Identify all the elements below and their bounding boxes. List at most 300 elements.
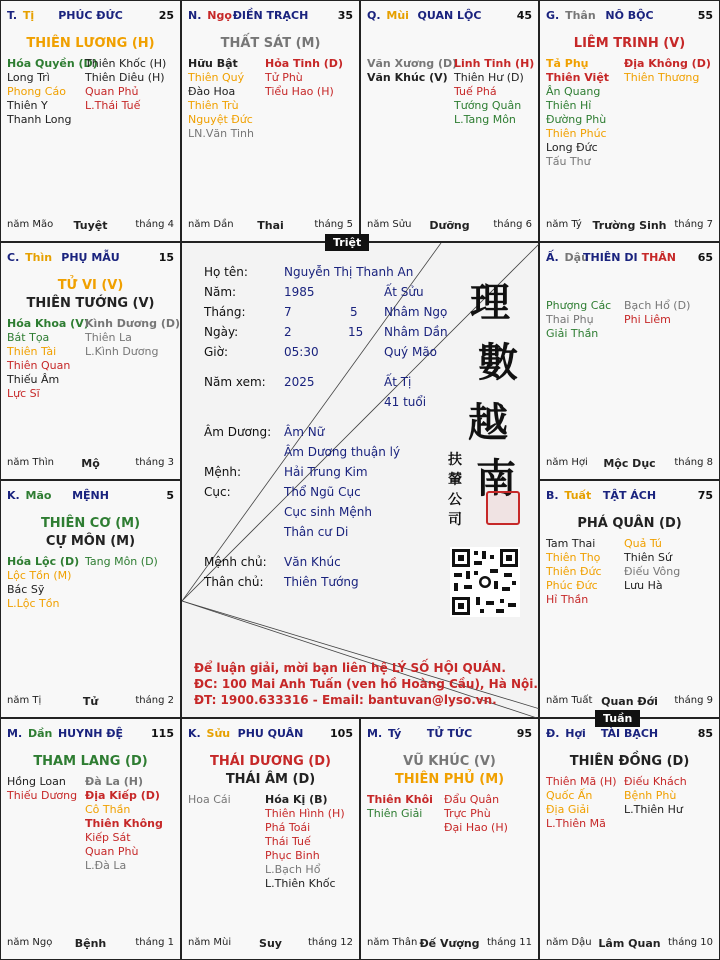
palace-name (603, 489, 656, 502)
main-star: TỬ VI (V) (57, 278, 124, 293)
yin-yang-label: Âm Dương: (204, 425, 272, 439)
minor-star: Thiên Trù (188, 99, 239, 112)
minor-star: L.Lộc Tồn (7, 597, 60, 610)
minor-stars-left (546, 775, 617, 831)
palace-month: tháng 5 (314, 219, 353, 230)
minor-stars-left (546, 299, 611, 341)
main-star: THẤT SÁT (M) (220, 36, 321, 51)
minor-star: Quả Tú (624, 537, 662, 550)
minor-star: Thiên Giải (367, 807, 423, 820)
palace-footer (367, 937, 532, 951)
view-year-label: Năm xem: (204, 375, 266, 389)
minor-star: Thiên Quan (7, 359, 71, 372)
palace-stem: N. (188, 9, 202, 22)
minor-star: Đào Hoa (188, 85, 236, 98)
seal-stamp-icon (486, 491, 520, 525)
palace-stem: K. (188, 727, 201, 740)
minor-star: Thiên La (85, 331, 132, 344)
palace-branch: Thân (565, 9, 596, 22)
palace-header (188, 727, 353, 743)
palace-stage: Dưỡng (429, 219, 470, 232)
minor-star: Nguyệt Đức (188, 113, 253, 126)
palace-stem: Ấ. (546, 251, 559, 264)
main-stars (544, 35, 715, 53)
palace-footer (188, 937, 353, 951)
main-star: THÁI DƯƠNG (D) (210, 754, 331, 769)
palace-year: năm Tý (546, 219, 582, 230)
palace-year: năm Ngọ (7, 937, 53, 948)
minor-stars-right (454, 57, 534, 127)
palace-year: năm Tị (7, 695, 42, 706)
year-value: 1985 (284, 285, 315, 299)
palace-year: năm Mão (7, 219, 54, 230)
palace-stem: M. (7, 727, 23, 740)
palace-month: tháng 2 (135, 695, 174, 706)
palace-name-text: MỆNH (72, 489, 109, 502)
palace-age-number: 25 (158, 9, 174, 22)
minor-star: Giải Thần (546, 327, 599, 340)
palace-age-number: 45 (516, 9, 532, 22)
minor-star: Thái Tuế (265, 835, 311, 848)
minor-star: Tấu Thư (546, 155, 591, 168)
hour-lunar: Quý Mão (384, 345, 438, 359)
palace-stem: K. (7, 489, 20, 502)
palace-footer (188, 219, 353, 233)
palace-stage: Tử (82, 695, 99, 708)
yin-yang-value: Âm Nữ (284, 425, 325, 439)
minor-star: Đường Phù (546, 113, 607, 126)
palace-header (7, 489, 174, 505)
palace-age-number: 115 (151, 727, 174, 740)
palace-cell-dau[interactable] (539, 242, 720, 480)
minor-star: Thiên Khốc (H) (85, 57, 167, 70)
minor-star: Văn Xương (D) (367, 57, 458, 70)
palace-stage: Bệnh (74, 937, 107, 950)
palace-header (188, 9, 353, 25)
minor-star: L.Thiên Hư (624, 803, 683, 816)
main-star: THAM LANG (D) (33, 754, 148, 769)
calligraphy-char-3: 越 (468, 399, 508, 446)
palace-stem: M. (367, 727, 383, 740)
main-star: THIÊN TƯỚNG (V) (26, 296, 155, 311)
minor-star: Quốc Ấn (546, 789, 593, 802)
palace-stem: Q. (367, 9, 381, 22)
minor-stars-left (7, 555, 79, 611)
minor-stars-left (188, 57, 254, 141)
minor-star: Lộc Tồn (M) (7, 569, 72, 582)
minor-star: Thiên Hỉ (546, 99, 592, 112)
palace-header (7, 251, 174, 267)
palace-cell-mui[interactable] (360, 0, 539, 242)
day-label: Ngày: (204, 325, 239, 339)
palace-header (546, 9, 713, 25)
palace-year: năm Dậu (546, 937, 592, 948)
palace-cell-thin[interactable] (0, 242, 181, 480)
palace-stage: Tuyệt (73, 219, 108, 232)
small-char-4: 司 (448, 512, 462, 528)
palace-branch: Dần (27, 727, 53, 740)
palace-cell-hoi[interactable] (539, 718, 720, 960)
minor-star: Tuế Phá (454, 85, 497, 98)
palace-cell-tuat[interactable] (539, 480, 720, 718)
minor-star: Hóa Lộc (D) (7, 555, 80, 568)
minor-star: Linh Tinh (H) (454, 57, 535, 70)
palace-name-text: PHÚC ĐỨC (58, 9, 123, 22)
minor-star: Bạch Hổ (D) (624, 299, 691, 312)
main-stars (5, 753, 176, 771)
palace-age-number: 95 (516, 727, 532, 740)
palace-name (58, 9, 123, 22)
destiny-lord-label: Mệnh chủ: (204, 555, 267, 569)
palace-month: tháng 11 (487, 937, 532, 948)
main-stars (186, 35, 355, 53)
minor-star: Hỉ Thần (546, 593, 589, 606)
minor-star: Kiếp Sát (85, 831, 131, 844)
small-char-1: 扶 (448, 452, 462, 468)
day-lunar-num: 15 (348, 325, 364, 339)
palace-branch: Mùi (386, 9, 409, 22)
minor-star: Bệnh Phù (624, 789, 677, 802)
small-char-2: 輦 (448, 472, 462, 488)
palace-header (546, 489, 713, 505)
minor-star: Kình Dương (D) (85, 317, 181, 330)
view-year-lunar: Ất Tị (384, 375, 412, 389)
month-label: Tháng: (204, 305, 246, 319)
palace-month: tháng 4 (135, 219, 174, 230)
minor-stars-right (624, 775, 687, 817)
minor-star: Hóa Quyền (D) (7, 57, 98, 70)
palace-header (546, 727, 713, 743)
center-info-panel (181, 242, 539, 718)
palace-age-number: 75 (697, 489, 713, 502)
minor-star: Địa Giải (546, 803, 590, 816)
palace-branch: Sửu (206, 727, 231, 740)
minor-star: Hóa Khoa (V) (7, 317, 89, 330)
palace-stage: Mộc Dục (603, 457, 656, 470)
palace-name (583, 251, 676, 264)
minor-star: L.Đà La (85, 859, 127, 872)
hour-value: 05:30 (284, 345, 319, 359)
palace-header (546, 251, 713, 267)
palace-year: năm Mùi (188, 937, 232, 948)
palace-age-number: 55 (697, 9, 713, 22)
palace-name-text: ĐIỀN TRẠCH (232, 9, 309, 22)
minor-stars-left (367, 793, 433, 821)
palace-footer (7, 457, 174, 471)
minor-star: Tiểu Hao (H) (265, 85, 334, 98)
palace-stem: G. (546, 9, 560, 22)
palace-branch: Tý (387, 727, 402, 740)
palace-footer (546, 219, 713, 233)
minor-stars-right (85, 317, 180, 359)
main-star: THIÊN LƯƠNG (H) (26, 36, 155, 51)
minor-stars-right (85, 775, 163, 873)
main-star: THIÊN ĐỒNG (D) (569, 754, 690, 769)
minor-star: Phá Toái (265, 821, 311, 834)
minor-star: LN.Văn Tinh (188, 127, 254, 140)
palace-name-text: QUAN LỘC (417, 9, 482, 22)
minor-stars-right (624, 537, 680, 593)
palace-year: năm Thân (367, 937, 418, 948)
main-stars (365, 753, 534, 789)
palace-cell-dan[interactable] (0, 718, 181, 960)
minor-star: Địa Kiếp (D) (85, 789, 160, 802)
palace-name (418, 9, 482, 22)
minor-star: L.Thái Tuế (85, 99, 141, 112)
palace-name-text: TỬ TỨC (426, 727, 473, 740)
minor-star: Thiên Y (7, 99, 48, 112)
minor-star: Hóa Kị (B) (265, 793, 328, 806)
palace-stage: Lâm Quan (598, 937, 661, 950)
minor-star: Thiên Không (85, 817, 163, 830)
minor-star: Hữu Bật (188, 57, 238, 70)
minor-stars-left (546, 57, 609, 169)
palace-branch: Dậu (564, 251, 589, 264)
calligraphy-char-4: 南 (476, 455, 516, 502)
year-label: Năm: (204, 285, 237, 299)
element-note: Cục sinh Mệnh (284, 505, 372, 519)
palace-age-number: 15 (158, 251, 174, 264)
contact-line-1: Để luận giải, mời bạn liên hệ LÝ SỐ HỘI QUÁN. (194, 661, 506, 675)
element-label: Cục: (204, 485, 231, 499)
palace-stage: Suy (259, 937, 282, 950)
minor-star: Tang Môn (D) (85, 555, 158, 568)
minor-star: L.Thiên Khốc (265, 877, 336, 890)
palace-stage: Quan Đới (601, 695, 658, 708)
minor-star: Thiên Đức (546, 565, 602, 578)
minor-star: Văn Khúc (V) (367, 71, 448, 84)
palace-name (238, 727, 304, 740)
than-marker: THÂN (641, 251, 677, 264)
minor-star: Phong Cáo (7, 85, 66, 98)
palace-name-text: THIÊN DI (582, 251, 638, 264)
palace-month: tháng 6 (493, 219, 532, 230)
palace-month: tháng 8 (674, 457, 713, 468)
palace-month: tháng 3 (135, 457, 174, 468)
palace-name (427, 727, 472, 740)
palace-cell-suu[interactable] (181, 718, 360, 960)
minor-stars-left (7, 775, 77, 803)
minor-star: Phi Liêm (624, 313, 671, 326)
age-value: 41 tuổi (384, 395, 427, 409)
destiny-label: Mệnh: (204, 465, 241, 479)
minor-star: Hỏa Tinh (D) (265, 57, 343, 70)
palace-stage: Thai (257, 219, 284, 232)
minor-star: Đà La (H) (85, 775, 143, 788)
palace-age-number: 105 (330, 727, 353, 740)
minor-star: Phúc Đức (546, 579, 598, 592)
year-lunar: Ất Sửu (384, 285, 424, 299)
palace-branch: Thìn (25, 251, 53, 264)
palace-name-text: NÔ BỘC (605, 9, 654, 22)
day-lunar: Nhâm Dần (384, 325, 448, 339)
main-star: LIÊM TRINH (V) (573, 36, 686, 51)
minor-star: Hồng Loan (7, 775, 66, 788)
palace-name-text: HUYNH ĐỆ (57, 727, 124, 740)
palace-branch: Tị (22, 9, 35, 22)
palace-year: năm Thìn (7, 457, 54, 468)
minor-stars-right (624, 299, 690, 327)
destiny-value: Hải Trung Kim (284, 465, 368, 479)
palace-month: tháng 10 (668, 937, 713, 948)
palace-stage: Trường Sinh (592, 219, 667, 232)
palace-header (367, 727, 532, 743)
body-lord-value: Thiên Tướng (284, 575, 359, 589)
main-stars (5, 277, 176, 313)
month-lunar-num: 5 (350, 305, 358, 319)
minor-star: Phượng Các (546, 299, 612, 312)
main-stars (5, 35, 176, 53)
minor-star: Thiên Hư (D) (454, 71, 524, 84)
main-stars (5, 515, 176, 551)
minor-star: Tam Thai (546, 537, 596, 550)
triet-tag: Triệt (325, 234, 369, 251)
minor-stars-left (188, 793, 231, 807)
minor-star: Địa Không (D) (624, 57, 711, 70)
main-stars (544, 515, 715, 533)
minor-star: Thai Phụ (546, 313, 594, 326)
palace-name-text: TẬT ÁCH (602, 489, 657, 502)
minor-star: Thiên Khôi (367, 793, 433, 806)
minor-star: Thiên Mã (H) (546, 775, 617, 788)
minor-star: Ân Quang (546, 85, 601, 98)
palace-month: tháng 9 (674, 695, 713, 706)
palace-name (233, 9, 309, 22)
minor-star: L.Tang Môn (454, 113, 516, 126)
palace-cell-ty2[interactable] (360, 718, 539, 960)
element-value: Thổ Ngũ Cục (284, 485, 361, 499)
minor-star: Thiên Tài (7, 345, 57, 358)
minor-star: Tả Phụ (546, 57, 589, 70)
palace-branch: Tuất (564, 489, 592, 502)
main-star: THIÊN PHỦ (M) (394, 772, 505, 787)
minor-star: Đại Hao (H) (444, 821, 508, 834)
minor-stars-right (85, 555, 158, 569)
palace-cell-ngo[interactable] (181, 0, 360, 242)
palace-cell-ty[interactable] (0, 0, 181, 242)
minor-star: Đẩu Quân (444, 793, 500, 806)
palace-branch: Ngọ (207, 9, 232, 22)
palace-cell-mao[interactable] (0, 480, 181, 718)
palace-year: năm Dần (188, 219, 234, 230)
minor-star: Long Đức (546, 141, 598, 154)
minor-star: L.Bạch Hổ (265, 863, 321, 876)
tuan-tag: Tuần (595, 710, 640, 727)
main-stars (186, 753, 355, 789)
destiny-lord-value: Văn Khúc (284, 555, 341, 569)
minor-stars-right (444, 793, 508, 835)
palace-stem: B. (546, 489, 559, 502)
palace-header (367, 9, 532, 25)
palace-header (7, 727, 174, 743)
minor-star: L.Thiên Mã (546, 817, 606, 830)
palace-branch: Mão (25, 489, 52, 502)
palace-stage: Đế Vượng (419, 937, 480, 950)
name-label: Họ tên: (204, 265, 248, 279)
name-value: Nguyễn Thị Thanh An (284, 265, 414, 279)
palace-month: tháng 1 (135, 937, 174, 948)
minor-star: Phục Binh (265, 849, 320, 862)
day-value: 2 (284, 325, 292, 339)
palace-year: năm Tuất (546, 695, 593, 706)
small-char-3: 公 (448, 492, 462, 508)
minor-star: Thiên Hình (H) (265, 807, 345, 820)
minor-stars-right (85, 57, 166, 113)
main-star: VŨ KHÚC (V) (403, 754, 496, 769)
palace-name (58, 727, 123, 740)
minor-star: Quan Phù (85, 845, 139, 858)
palace-name (72, 489, 109, 502)
month-lunar: Nhâm Ngọ (384, 305, 448, 319)
minor-star: Tử Phù (265, 71, 303, 84)
minor-star: Thiếu Dương (7, 789, 78, 802)
contact-phone-email[interactable]: ĐT: 1900.633316 - Email: bantuvan@lyso.vn. (194, 693, 497, 707)
minor-star: Thiên Diêu (H) (85, 71, 165, 84)
minor-stars-right (265, 57, 343, 99)
minor-star: Thiên Quý (188, 71, 245, 84)
palace-footer (367, 219, 532, 233)
contact-address: ĐC: 100 Mai Anh Tuấn (ven hồ Hoàng Cầu), Hà Nội. (194, 677, 538, 691)
minor-star: Thiên Thọ (546, 551, 601, 564)
palace-stem: C. (7, 251, 20, 264)
minor-star: Điếu Vông (624, 565, 681, 578)
minor-stars-right (624, 57, 711, 85)
palace-stem: T. (7, 9, 18, 22)
calligraphy-char-1: 理 (470, 279, 510, 326)
minor-star: L.Kình Dương (85, 345, 159, 358)
minor-stars-left (367, 57, 457, 85)
palace-footer (7, 695, 174, 709)
minor-star: Bác Sỹ (7, 583, 45, 596)
view-year-value: 2025 (284, 375, 315, 389)
minor-stars-left (546, 537, 602, 607)
palace-year: năm Hợi (546, 457, 588, 468)
palace-month: tháng 12 (308, 937, 353, 948)
minor-star: Thiên Việt (546, 71, 610, 84)
main-stars (544, 753, 715, 771)
minor-stars-left (7, 317, 89, 401)
palace-name-text: TÀI BẠCH (600, 727, 659, 740)
palace-name (605, 9, 653, 22)
minor-star: Long Trì (7, 71, 50, 84)
palace-stage: Mộ (81, 457, 100, 470)
qr-code-icon[interactable] (450, 547, 520, 617)
palace-name-text: PHỤ MẪU (61, 251, 120, 264)
palace-footer (546, 937, 713, 951)
palace-name (61, 251, 119, 264)
month-value: 7 (284, 305, 292, 319)
palace-header (7, 9, 174, 25)
palace-cell-than[interactable] (539, 0, 720, 242)
minor-star: Thiên Phúc (546, 127, 607, 140)
palace-name (601, 727, 658, 740)
palace-footer (546, 695, 713, 709)
palace-age-number: 35 (337, 9, 353, 22)
minor-star: Lực Sĩ (7, 387, 40, 400)
palace-footer (7, 219, 174, 233)
minor-star: Quan Phủ (85, 85, 139, 98)
palace-name-text: PHU QUÂN (237, 727, 304, 740)
palace-footer (546, 457, 713, 471)
hour-label: Giờ: (204, 345, 229, 359)
minor-star: Thiên Sứ (624, 551, 672, 564)
palace-age-number: 65 (697, 251, 713, 264)
minor-star: Lưu Hà (624, 579, 663, 592)
minor-star: Điếu Khách (624, 775, 687, 788)
palace-year: năm Sửu (367, 219, 412, 230)
minor-star: Thiên Thương (624, 71, 700, 84)
body-lord-label: Thân chủ: (204, 575, 264, 589)
